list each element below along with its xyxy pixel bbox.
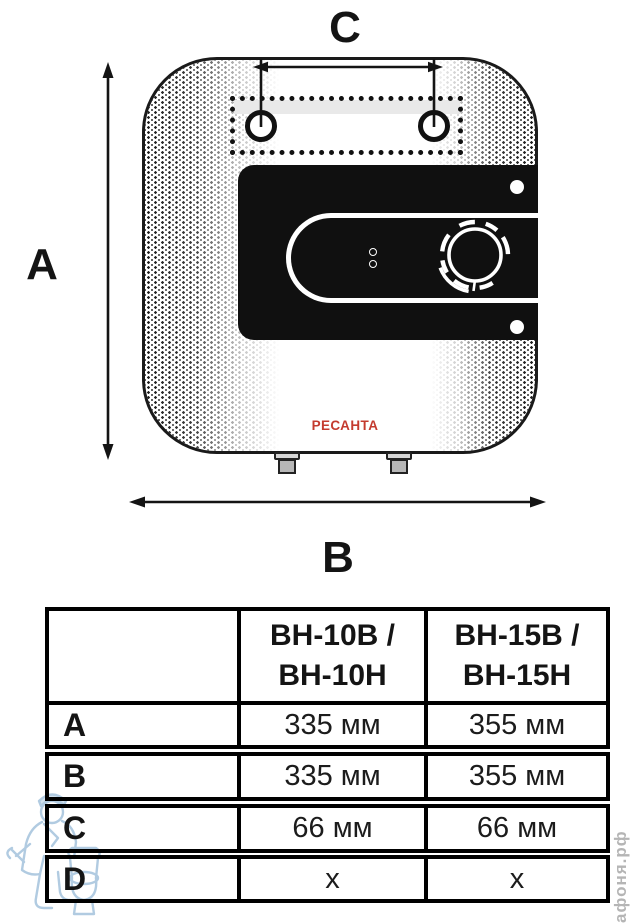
row-label: B xyxy=(49,756,241,797)
cell-value: 355 мм xyxy=(468,760,566,792)
table-row xyxy=(45,804,610,853)
pipe-connector-left xyxy=(274,452,300,477)
header-model-1: ВН-10В / ВН-10Н xyxy=(241,611,428,701)
dim-label-b: B xyxy=(322,533,354,582)
table-header-row xyxy=(45,607,610,705)
cell-value: 335 мм xyxy=(284,708,381,741)
cell-value: 355 мм xyxy=(468,708,566,741)
header-empty-cell xyxy=(49,611,241,701)
screw-icon xyxy=(510,320,524,334)
pipe-connector-right xyxy=(386,452,412,477)
mounting-hole-left xyxy=(245,110,277,142)
cell-value: 335 мм xyxy=(284,760,381,792)
cell-value: х xyxy=(509,862,525,895)
spec-table xyxy=(45,607,610,903)
table-row xyxy=(45,752,610,801)
screw-icon xyxy=(510,180,524,194)
row-label: A xyxy=(49,705,241,745)
cell-value: 66 мм xyxy=(476,812,558,844)
mounting-hole-right xyxy=(418,110,450,142)
row-label: C xyxy=(49,808,241,849)
dim-label-c: C xyxy=(329,3,361,52)
row-label: D xyxy=(49,859,241,899)
brand-logo: РЕСАНТА xyxy=(311,418,379,433)
table-row xyxy=(45,855,610,903)
cell-value: 66 мм xyxy=(292,812,373,844)
control-panel xyxy=(238,165,538,340)
dim-label-a: A xyxy=(26,240,58,289)
cell-value: х xyxy=(325,862,340,895)
indicator-light-icon xyxy=(369,248,377,256)
site-watermark: афоня.рф xyxy=(611,830,630,923)
table-row xyxy=(45,701,610,749)
indicator-light-icon xyxy=(369,260,377,268)
thermostat-knob-icon xyxy=(433,213,517,297)
header-model-2: ВН-15В / ВН-15Н xyxy=(454,618,580,692)
